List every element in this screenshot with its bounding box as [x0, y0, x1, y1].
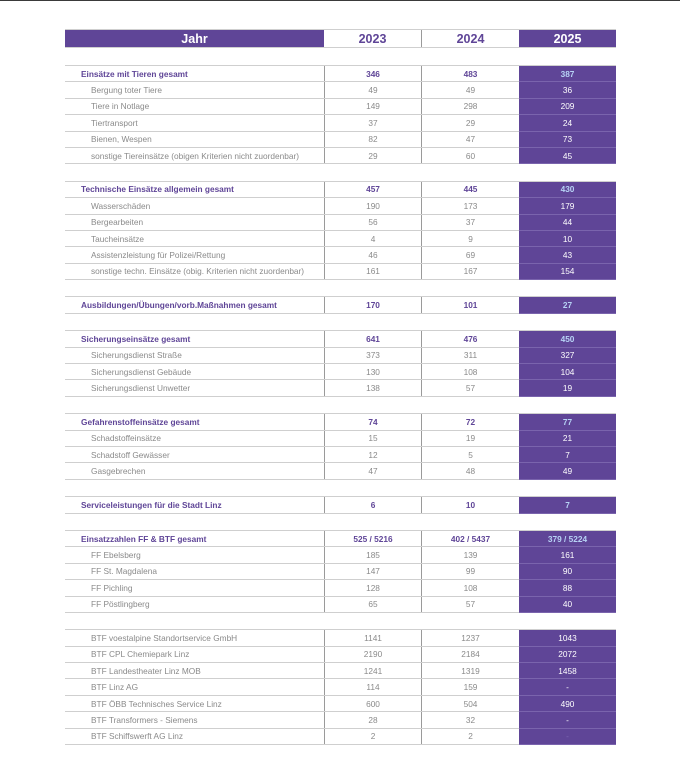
value-2025: 77 [519, 414, 616, 430]
value-2024: 2 [421, 729, 519, 744]
value-2024: 32 [421, 712, 519, 727]
value-2025: 387 [519, 66, 616, 82]
value-2023: 2 [324, 729, 421, 744]
value-2023: 46 [324, 247, 421, 262]
value-2025: 45 [519, 148, 616, 164]
value-2025: 450 [519, 331, 616, 347]
table-total-row [65, 331, 616, 347]
header-2025: 2025 [519, 30, 616, 47]
value-2023: 457 [324, 182, 421, 197]
value-2024: 19 [421, 431, 519, 446]
value-2024: 108 [421, 364, 519, 379]
table-total-row [65, 297, 616, 313]
table-section [65, 496, 616, 513]
table-row [65, 99, 616, 115]
value-2024: 445 [421, 182, 519, 197]
table-total-row [65, 497, 616, 513]
value-2025: 430 [519, 182, 616, 198]
value-2023: 373 [324, 348, 421, 363]
value-2025: 490 [519, 696, 616, 712]
value-2025: 49 [519, 463, 616, 479]
value-2025: 88 [519, 580, 616, 596]
value-2024: 5 [421, 447, 519, 462]
table-section [65, 181, 616, 280]
table-section [65, 65, 616, 164]
row-label: Sicherungseinsätze gesamt [81, 333, 191, 344]
value-2023: 82 [324, 132, 421, 147]
table-section [65, 629, 616, 745]
table-header-row [65, 29, 616, 48]
table-row [65, 215, 616, 231]
table-row [65, 132, 616, 148]
value-2023: 1241 [324, 663, 421, 678]
value-2025: 154 [519, 264, 616, 280]
value-2025: 179 [519, 198, 616, 214]
value-2025: - [519, 679, 616, 695]
value-2023: 641 [324, 331, 421, 346]
row-label: Schadstoffeinsätze [91, 433, 161, 444]
row-label: sonstige Tiereinsätze (obigen Kriterien nicht zuordenbar) [91, 150, 299, 161]
value-2024: 173 [421, 198, 519, 213]
section-spacer [65, 314, 616, 330]
section-spacer [65, 613, 616, 629]
value-2024: 108 [421, 580, 519, 595]
value-2023: 29 [324, 148, 421, 163]
value-2023: 28 [324, 712, 421, 727]
table-total-row [65, 531, 616, 547]
value-2025: 19 [519, 380, 616, 396]
table-row [65, 264, 616, 280]
value-2024: 37 [421, 215, 519, 230]
value-2023: 65 [324, 597, 421, 612]
value-2024: 476 [421, 331, 519, 346]
value-2023: 525 / 5216 [324, 531, 421, 546]
row-label: FF Pöstlingberg [91, 599, 150, 610]
value-2024: 167 [421, 264, 519, 279]
row-label: Wasserschäden [91, 200, 151, 211]
value-2023: 6 [324, 497, 421, 512]
value-2025: 161 [519, 547, 616, 563]
value-2023: 15 [324, 431, 421, 446]
table-row [65, 247, 616, 263]
value-2023: 346 [324, 66, 421, 81]
row-label: BTF Schiffswerft AG Linz [91, 731, 184, 742]
value-2025: 44 [519, 215, 616, 231]
row-label: BTF ÖBB Technisches Service Linz [91, 698, 222, 709]
table-row [65, 364, 616, 380]
value-2025: 2072 [519, 647, 616, 663]
table-row [65, 663, 616, 679]
value-2025: 43 [519, 247, 616, 263]
top-border [0, 0, 680, 1]
value-2023: 49 [324, 82, 421, 97]
value-2023: 37 [324, 115, 421, 130]
row-label: Sicherungsdienst Gebäude [91, 366, 192, 377]
table-row [65, 115, 616, 131]
row-label: Einsätze mit Tieren gesamt [81, 68, 188, 79]
table-row [65, 463, 616, 479]
value-2024: 57 [421, 597, 519, 612]
value-2025: 1043 [519, 630, 616, 646]
header-year-label: Jahr [65, 30, 324, 47]
row-label: FF Ebelsberg [91, 550, 141, 561]
table-section [65, 413, 616, 480]
table-row [65, 696, 616, 712]
table-row [65, 547, 616, 563]
value-2025: - [519, 729, 616, 745]
value-2025: 327 [519, 348, 616, 364]
table-row [65, 597, 616, 613]
row-label: BTF CPL Chemiepark Linz [91, 649, 190, 660]
table-body [65, 65, 616, 745]
value-2025: 90 [519, 564, 616, 580]
value-2023: 1141 [324, 630, 421, 645]
value-2024: 48 [421, 463, 519, 478]
value-2024: 483 [421, 66, 519, 81]
section-spacer [65, 280, 616, 296]
value-2024: 402 / 5437 [421, 531, 519, 546]
section-spacer [65, 164, 616, 180]
value-2024: 10 [421, 497, 519, 512]
value-2024: 60 [421, 148, 519, 163]
row-label: Sicherungsdienst Straße [91, 350, 182, 361]
value-2024: 1237 [421, 630, 519, 645]
value-2023: 4 [324, 231, 421, 246]
header-2024: 2024 [421, 30, 519, 47]
value-2024: 99 [421, 564, 519, 579]
value-2024: 101 [421, 297, 519, 312]
row-label: Sicherungsdienst Unwetter [91, 383, 191, 394]
value-2024: 47 [421, 132, 519, 147]
table-row [65, 148, 616, 164]
table-row [65, 198, 616, 214]
table-total-row [65, 414, 616, 430]
table-row [65, 348, 616, 364]
value-2025: 7 [519, 447, 616, 463]
row-label: Schadstoff Gewässer [91, 449, 170, 460]
value-2023: 161 [324, 264, 421, 279]
value-2024: 311 [421, 348, 519, 363]
value-2023: 2190 [324, 647, 421, 662]
row-label: Taucheinsätze [91, 233, 145, 244]
row-label: Bergearbeiten [91, 217, 144, 228]
row-label: Tiere in Notlage [91, 101, 150, 112]
row-label: sonstige techn. Einsätze (obig. Kriterien nicht zuordenbar) [91, 266, 305, 277]
table-section [65, 530, 616, 613]
value-2024: 9 [421, 231, 519, 246]
value-2023: 74 [324, 414, 421, 429]
value-2025: 379 / 5224 [519, 531, 616, 547]
value-2023: 128 [324, 580, 421, 595]
row-label: Assistenzleistung für Polizei/Rettung [91, 249, 226, 260]
value-2025: 36 [519, 82, 616, 98]
value-2025: 40 [519, 597, 616, 613]
spacer [65, 48, 616, 65]
row-label: FF St. Magdalena [91, 566, 157, 577]
value-2023: 170 [324, 297, 421, 312]
row-label: BTF Linz AG [91, 682, 139, 693]
value-2025: 104 [519, 364, 616, 380]
table-section [65, 330, 616, 397]
value-2025: 7 [519, 497, 616, 513]
table-row [65, 82, 616, 98]
section-spacer [65, 514, 616, 530]
value-2023: 149 [324, 99, 421, 114]
table-row [65, 647, 616, 663]
value-2024: 298 [421, 99, 519, 114]
value-2024: 49 [421, 82, 519, 97]
row-label: Gasgebrechen [91, 466, 146, 477]
value-2024: 159 [421, 679, 519, 694]
value-2023: 185 [324, 547, 421, 562]
table-total-row [65, 66, 616, 82]
row-label: FF Pichling [91, 582, 133, 593]
section-spacer [65, 480, 616, 496]
header-2023: 2023 [358, 31, 387, 46]
section-spacer [65, 397, 616, 413]
value-2024: 504 [421, 696, 519, 711]
table-row [65, 729, 616, 745]
value-2025: 24 [519, 115, 616, 131]
value-2023: 130 [324, 364, 421, 379]
row-label: Bergung toter Tiere [91, 85, 163, 96]
value-2023: 138 [324, 380, 421, 395]
value-2023: 12 [324, 447, 421, 462]
value-2025: 209 [519, 99, 616, 115]
row-label: Gefahrenstoffeinsätze gesamt [81, 416, 200, 427]
row-label: BTF Landestheater Linz MOB [91, 665, 201, 676]
table-row [65, 231, 616, 247]
value-2025: 73 [519, 132, 616, 148]
value-2025: - [519, 712, 616, 728]
table-row [65, 712, 616, 728]
table-row [65, 679, 616, 695]
value-2024: 1319 [421, 663, 519, 678]
value-2025: 1458 [519, 663, 616, 679]
table-row [65, 630, 616, 646]
table-row [65, 447, 616, 463]
table-total-row [65, 182, 616, 198]
value-2025: 10 [519, 231, 616, 247]
value-2023: 56 [324, 215, 421, 230]
statistics-table [65, 29, 616, 745]
row-label: Einsatzzahlen FF & BTF gesamt [81, 533, 207, 544]
row-label: Ausbildungen/Übungen/vorb.Maßnahmen gesamt [81, 300, 277, 311]
row-label: Technische Einsätze allgemein gesamt [81, 184, 234, 195]
value-2024: 2184 [421, 647, 519, 662]
value-2023: 190 [324, 198, 421, 213]
value-2024: 72 [421, 414, 519, 429]
value-2025: 21 [519, 431, 616, 447]
value-2023: 114 [324, 679, 421, 694]
row-label: Tiertransport [91, 117, 138, 128]
value-2025: 27 [519, 297, 616, 313]
row-label: Serviceleistungen für die Stadt Linz [81, 499, 222, 510]
value-2023: 147 [324, 564, 421, 579]
table-section [65, 296, 616, 313]
row-label: BTF voestalpine Standortservice GmbH [91, 632, 238, 643]
value-2024: 29 [421, 115, 519, 130]
table-row [65, 431, 616, 447]
value-2024: 57 [421, 380, 519, 395]
value-2023: 47 [324, 463, 421, 478]
value-2024: 139 [421, 547, 519, 562]
table-row [65, 564, 616, 580]
value-2024: 69 [421, 247, 519, 262]
table-row [65, 580, 616, 596]
row-label: Bienen, Wespen [91, 134, 152, 145]
table-row [65, 380, 616, 396]
row-label: BTF Transformers - Siemens [91, 714, 198, 725]
value-2023: 600 [324, 696, 421, 711]
